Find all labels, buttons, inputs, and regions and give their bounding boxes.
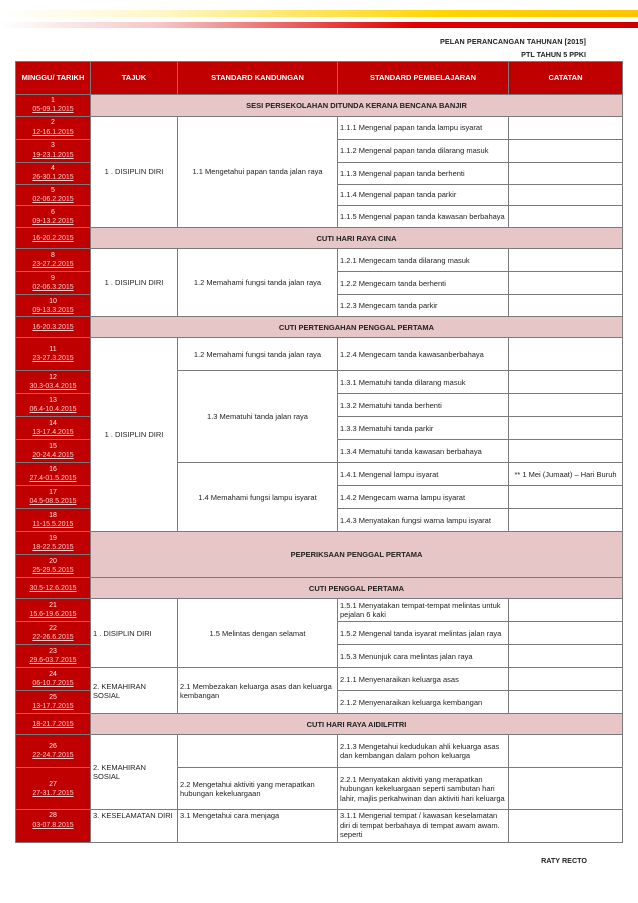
week-cell: 2 12-16.1.2015 — [16, 116, 91, 139]
catatan-cell — [509, 338, 623, 371]
sp-cell: 1.2.1 Mengecam tanda dilarang masuk — [338, 249, 509, 272]
header-decoration — [0, 0, 638, 30]
catatan-cell — [509, 599, 623, 622]
catatan-cell — [509, 162, 623, 184]
sk-cell: 1.1 Mengetahui papan tanda jalan raya — [178, 116, 338, 228]
tajuk-cell: 2. KEMAHIRAN SOSIAL — [91, 668, 178, 714]
sp-cell: 1.3.4 Mematuhi tanda kawasan berbahaya — [338, 440, 509, 463]
catatan-cell — [509, 768, 623, 810]
week-cell: 17 04.5-08.5.2015 — [16, 486, 91, 509]
table-row — [16, 668, 623, 691]
catatan-cell — [509, 116, 623, 139]
week-cell: 8 23-27.2.2015 — [16, 249, 91, 272]
tajuk-cell: 1 . DISIPLIN DIRI — [91, 599, 178, 668]
sp-cell: 1.2.3 Mengecam tanda parkir — [338, 295, 509, 317]
week-cell: 20 25-29.5.2015 — [16, 555, 91, 578]
table-row — [16, 735, 623, 768]
sp-cell: 2.1.3 Mengetahui kedudukan ahli keluarga asas dan kembangan dalam pohon keluarga — [338, 735, 509, 768]
week-cell: 12 30.3-03.4.2015 — [16, 371, 91, 394]
week-cell: 18-21.7.2015 — [16, 714, 91, 735]
sk-cell: 1.3 Mematuhi tanda jalan raya — [178, 371, 338, 463]
red-stripe — [0, 22, 638, 28]
yearly-plan-table — [15, 61, 623, 843]
table-row — [16, 714, 623, 735]
sp-cell: 1.1.1 Mengenal papan tanda lampu isyarat — [338, 116, 509, 139]
document-subtitle: PTL TAHUN 5 PPKI — [521, 50, 586, 59]
sp-cell: 1.2.2 Mengecam tanda berhenti — [338, 272, 509, 295]
week-cell: 30.5-12.6.2015 — [16, 578, 91, 599]
sp-cell: 3.1.1 Mengenal tempat / kawasan keselamatan diri di tempat berbahaya di tempat awam awam. seperti — [338, 810, 509, 843]
sk-cell: 3.1 Mengetahui cara menjaga — [178, 810, 338, 843]
table-header-row — [16, 62, 623, 95]
col-header-catatan: CATATAN — [509, 62, 623, 95]
sp-cell: 2.1.1 Menyenaraikan keluarga asas — [338, 668, 509, 691]
catatan-cell — [509, 206, 623, 228]
catatan-cell: ** 1 Mei (Jumaat) – Hari Buruh — [509, 463, 623, 486]
col-header-minggu: MINGGU/ TARIKH — [16, 62, 91, 95]
sp-cell: 1.4.1 Mengenal lampu isyarat — [338, 463, 509, 486]
table-row — [16, 95, 623, 117]
sp-cell: 1.5.2 Mengenal tanda isyarat melintas jalan raya — [338, 622, 509, 645]
week-cell: 9 02-06.3.2015 — [16, 272, 91, 295]
sk-cell — [178, 735, 338, 768]
table-row — [16, 578, 623, 599]
week-cell: 24 06-10.7.2015 — [16, 668, 91, 691]
banner-peperiksaan: PEPERIKSAAN PENGGAL PERTAMA — [91, 532, 623, 578]
week-cell: 10 09-13.3.2015 — [16, 295, 91, 317]
week-cell: 14 13-17.4.2015 — [16, 417, 91, 440]
catatan-cell — [509, 295, 623, 317]
week-cell: 18 11-15.5.2015 — [16, 509, 91, 532]
week-cell: 13 06.4-10.4.2015 — [16, 394, 91, 417]
sp-cell: 1.3.2 Mematuhi tanda berhenti — [338, 394, 509, 417]
col-header-standard-pembelajaran: STANDARD PEMBELAJARAN — [338, 62, 509, 95]
sp-cell: 1.5.3 Menunjuk cara melintas jalan raya — [338, 645, 509, 668]
catatan-cell — [509, 509, 623, 532]
week-cell: 19 18-22.5.2015 — [16, 532, 91, 555]
banner-cuti-pertengahan: CUTI PERTENGAHAN PENGGAL PERTAMA — [91, 317, 623, 338]
sp-cell: 1.3.3 Mematuhi tanda parkir — [338, 417, 509, 440]
week-cell: 15 20-24.4.2015 — [16, 440, 91, 463]
sp-cell: 2.2.1 Menyatakan aktiviti yang merapatkan hubungan kekeluargaan seperti sambutan hari lahir, majlis perkahwinan dan aktiviti hari keluarga — [338, 768, 509, 810]
catatan-cell — [509, 417, 623, 440]
table-row — [16, 599, 623, 622]
week-cell: 4 26-30.1.2015 — [16, 162, 91, 184]
catatan-cell — [509, 810, 623, 843]
sk-cell: 1.5 Melintas dengan selamat — [178, 599, 338, 668]
catatan-cell — [509, 645, 623, 668]
sk-cell: 1.2 Memahami fungsi tanda jalan raya — [178, 338, 338, 371]
tajuk-cell: 1 . DISIPLIN DIRI — [91, 249, 178, 317]
catatan-cell — [509, 371, 623, 394]
week-cell: 28 03-07.8.2015 — [16, 810, 91, 843]
catatan-cell — [509, 394, 623, 417]
week-cell: 6 09-13.2.2015 — [16, 206, 91, 228]
catatan-cell — [509, 668, 623, 691]
week-cell: 3 19-23.1.2015 — [16, 139, 91, 162]
sp-cell: 1.4.3 Menyatakan fungsi warna lampu isyarat — [338, 509, 509, 532]
table-row — [16, 249, 623, 272]
catatan-cell — [509, 249, 623, 272]
col-header-standard-kandungan: STANDARD KANDUNGAN — [178, 62, 338, 95]
catatan-cell — [509, 735, 623, 768]
sp-cell: 1.1.4 Mengenal papan tanda parkir — [338, 184, 509, 206]
table-row — [16, 810, 623, 843]
catatan-cell — [509, 139, 623, 162]
sp-cell: 2.1.2 Menyenaraikan keluarga kembangan — [338, 691, 509, 714]
footer-author: RATY RECTO — [541, 856, 587, 865]
week-cell: 11 23-27.3.2015 — [16, 338, 91, 371]
week-cell: 16-20.3.2015 — [16, 317, 91, 338]
sk-cell: 1.2 Memahami fungsi tanda jalan raya — [178, 249, 338, 317]
catatan-cell — [509, 691, 623, 714]
banner-cuti-penggal: CUTI PENGGAL PERTAMA — [91, 578, 623, 599]
sp-cell: 1.1.2 Mengenal papan tanda dilarang masuk — [338, 139, 509, 162]
tajuk-cell: 1 . DISIPLIN DIRI — [91, 338, 178, 532]
sp-cell: 1.1.3 Mengenal papan tanda berhenti — [338, 162, 509, 184]
week-cell: 1 05-09.1.2015 — [16, 95, 91, 117]
sp-cell: 1.2.4 Mengecam tanda kawasanberbahaya — [338, 338, 509, 371]
catatan-cell — [509, 272, 623, 295]
catatan-cell — [509, 440, 623, 463]
catatan-cell — [509, 184, 623, 206]
sp-cell: 1.1.5 Mengenal papan tanda kawasan berbahaya — [338, 206, 509, 228]
banner-aidilfitri: CUTI HARI RAYA AIDILFITRI — [91, 714, 623, 735]
col-header-tajuk: TAJUK — [91, 62, 178, 95]
banner-banjir: SESI PERSEKOLAHAN DITUNDA KERANA BENCANA BANJIR — [91, 95, 623, 117]
week-cell: 25 13-17.7.2015 — [16, 691, 91, 714]
table-row — [16, 338, 623, 371]
tajuk-cell: 1 . DISIPLIN DIRI — [91, 116, 178, 228]
yellow-stripe — [0, 10, 638, 17]
week-cell: 26 22-24.7.2015 — [16, 735, 91, 768]
tajuk-cell: 2. KEMAHIRAN SOSIAL — [91, 735, 178, 810]
week-cell: 22 22-26.6.2015 — [16, 622, 91, 645]
document-title: PELAN PERANCANGAN TAHUNAN [2015] — [439, 37, 586, 46]
week-cell: 27 27-31.7.2015 — [16, 768, 91, 810]
catatan-cell — [509, 622, 623, 645]
catatan-cell — [509, 486, 623, 509]
week-cell: 21 15.6-19.6.2015 — [16, 599, 91, 622]
week-cell: 16 27.4-01.5.2015 — [16, 463, 91, 486]
table-row — [16, 228, 623, 249]
sp-cell: 1.3.1 Mematuhi tanda dilarang masuk — [338, 371, 509, 394]
sp-cell: 1.5.1 Menyatakan tempat-tempat melintas untuk pejalan 6 kaki — [338, 599, 509, 622]
sp-cell: 1.4.2 Mengecam warna lampu isyarat — [338, 486, 509, 509]
table-row — [16, 532, 623, 555]
sk-cell: 2.1 Membezakan keluarga asas dan keluarga kembangan — [178, 668, 338, 714]
sk-cell: 2.2 Mengetahui aktiviti yang merapatkan hubungan kekeluargaan — [178, 768, 338, 810]
week-cell: 5 02-06.2.2015 — [16, 184, 91, 206]
week-cell: 16-20.2.2015 — [16, 228, 91, 249]
tajuk-cell: 3. KESELAMATAN DIRI — [91, 810, 178, 843]
banner-cuti-cina: CUTI HARI RAYA CINA — [91, 228, 623, 249]
week-cell: 23 29.6-03.7.2015 — [16, 645, 91, 668]
table-row — [16, 116, 623, 139]
table-row — [16, 317, 623, 338]
sk-cell: 1.4 Memahami fungsi lampu isyarat — [178, 463, 338, 532]
